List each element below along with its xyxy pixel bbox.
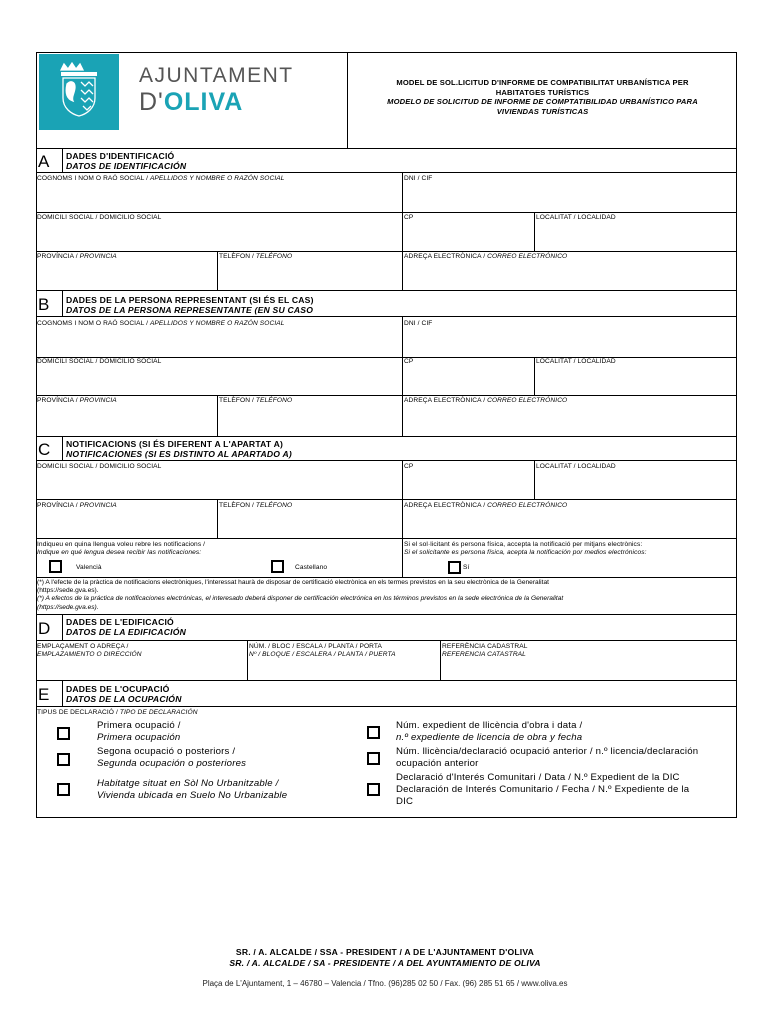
- section-a-title-ca: DADES D'IDENTIFICACIÓ: [66, 151, 175, 161]
- c-note-es-2: (https://sede.gva.es).: [37, 603, 99, 611]
- b-dni-label: DNI / CIF: [404, 320, 433, 327]
- b-row1-divider: [402, 316, 403, 357]
- section-d-letter-divider: [62, 614, 63, 640]
- logo-line2: [139, 88, 243, 116]
- section-d-title-ca: DADES DE L'EDIFICACIÓ: [66, 617, 174, 627]
- section-a-letter: A: [38, 152, 50, 171]
- section-c-title-es: NOTIFICACIONES (SI ES DISTINTO AL APARTADO A): [66, 449, 292, 459]
- form-title-ca-1: MODEL DE SOL.LICITUD D'INFORME DE COMPATIBILITAT URBANÍSTICA PER: [396, 78, 689, 87]
- a-provincia-label: [37, 253, 117, 261]
- d-ref-ca: REFERÈNCIA CADASTRAL: [442, 643, 528, 650]
- section-c-letter-divider: [62, 436, 63, 460]
- b-row3-line: [36, 436, 737, 437]
- c-telefon-es: TELÉFONO: [255, 502, 293, 509]
- section-e-letter-divider: [62, 680, 63, 706]
- opt-segona-ocupacio: [97, 746, 246, 770]
- section-c-title: [66, 439, 292, 459]
- c-elec-ca: Si el sol·licitant és persona física, accepta la notificació per mitjans electrònics:: [404, 541, 643, 548]
- b-row2-divider-1: [402, 357, 403, 395]
- d-row-line: [36, 680, 737, 681]
- c-adreca-es: CORREO ELECTRÓNICO: [487, 502, 568, 509]
- a-cognoms-es: APELLIDOS Y NOMBRE O RAZÓN SOCIAL: [149, 175, 285, 182]
- a-row1-line: [36, 212, 737, 213]
- b-adreca-label: [404, 397, 567, 405]
- b-cp-label: CP: [404, 358, 414, 365]
- c-note-line: [36, 614, 737, 615]
- d-ref-es: REFERENCIA CATASTRAL: [442, 651, 526, 658]
- a-domicili-label: DOMICILI SOCIAL / DOMICILIO SOCIAL: [37, 214, 162, 221]
- c-elec-es: Si el solicitante es persona física, acepta la notificación por medios electrónicos:: [404, 549, 647, 556]
- b-telefon-label: [219, 397, 292, 405]
- c-row2-line: [36, 538, 737, 539]
- dic-checkbox[interactable]: [367, 783, 380, 796]
- section-e-title: [66, 684, 182, 704]
- c-note-ca-1: (*) A l'efecte de la pràctica de notificacions electròniques, l'interessat haurà de disposar de certificació electrònica en els termes previstos en la seu electrònica de la Generalitat: [37, 579, 549, 586]
- b-cognoms-label: [37, 320, 285, 328]
- c-domicili-label: DOMICILI SOCIAL / DOMICILIO SOCIAL: [37, 463, 162, 470]
- opt-llicencia-anterior: [396, 746, 731, 770]
- d-empl-ca: EMPLAÇAMENT O ADREÇA /: [37, 643, 129, 650]
- c-row1-divider-1: [402, 460, 403, 499]
- a-telefon-es: TELÉFONO: [255, 253, 293, 260]
- d-row-divider-2: [440, 640, 441, 680]
- footer-contact: Plaça de L'Ajuntament, 1 – 46780 – Valencia / Tfno. (96)285 02 50 / Fax. (96) 285 51 65 / www.oliva.es: [202, 979, 568, 988]
- llicencia-anterior-checkbox[interactable]: [367, 752, 380, 765]
- form-title-es-2: VIVIENDAS TURÍSTICAS: [496, 106, 589, 116]
- opt5-line2: ocupación anterior: [396, 758, 479, 769]
- a-localitat-label: LOCALITAT / LOCALIDAD: [536, 214, 616, 221]
- section-e-title-es: DATOS DE LA OCUPACIÓN: [66, 694, 182, 704]
- section-d-title-es: DATOS DE LA EDIFICACIÓN: [66, 627, 186, 637]
- section-c-letter: C: [38, 440, 51, 459]
- c-note: [37, 579, 735, 612]
- c-row3-line: [36, 577, 737, 578]
- coat-of-arms-icon: [39, 54, 119, 130]
- c-note-ca-2: (https://sede.gva.es).: [37, 587, 99, 595]
- c-row3-divider: [402, 538, 403, 577]
- c-lang-ca: Indiqueu en quina llengua voleu rebre les notificacions /: [37, 541, 206, 548]
- e-tipus-es: TIPO DE DECLARACIÓN: [119, 709, 198, 716]
- c-adreca-ca: ADREÇA ELECTRÒNICA /: [404, 502, 488, 509]
- a-telefon-ca: TELÈFON /: [219, 253, 256, 260]
- e-tipus-label: [37, 709, 198, 717]
- si-label: Sí: [463, 564, 470, 571]
- opt3-ca: Habitatge situat en Sòl No Urbanitzable /: [97, 778, 279, 789]
- castellano-checkbox[interactable]: [271, 560, 284, 573]
- c-note-es-1: (*) A efectos de la práctica de notificaciones electrónicas, el interesado deberá disponer de certificación electrónica en los términos previstos en la sede electrónica de la Generalitat: [37, 595, 564, 603]
- si-checkbox[interactable]: [448, 561, 461, 574]
- footer-addressee: [0, 947, 770, 969]
- logo-prefix: D': [139, 88, 164, 116]
- c-row1-line: [36, 499, 737, 500]
- d-row-divider-1: [247, 640, 248, 680]
- opt1-ca: Primera ocupació /: [97, 720, 181, 731]
- section-b-title-es: DATOS DE LA PERSONA REPRESENTANTE (EN SU CASO: [66, 305, 314, 315]
- section-b-letter: B: [38, 295, 50, 314]
- logo-badge: [39, 54, 119, 130]
- c-row2-divider-2: [402, 499, 403, 538]
- form-title-ca-2: HABITATGES TURÍSTICS: [495, 87, 590, 97]
- c-cp-label: CP: [404, 463, 414, 470]
- a-row2-divider-1: [402, 212, 403, 251]
- a-adreca-ca: ADREÇA ELECTRÒNICA /: [404, 253, 488, 260]
- section-e-letter: E: [38, 685, 50, 704]
- c-telefon-ca: TELÈFON /: [219, 502, 256, 509]
- opt3-es: Vivienda ubicada en Suelo No Urbanizable: [97, 790, 288, 801]
- b-telefon-es: TELÉFONO: [255, 397, 293, 404]
- section-e-title-line: [36, 706, 737, 707]
- section-b-title: [66, 295, 314, 315]
- segona-ocupacio-checkbox[interactable]: [57, 753, 70, 766]
- b-row3-divider-1: [217, 395, 218, 436]
- c-row1-divider-2: [534, 460, 535, 499]
- b-cognoms-ca: COGNOMS I NOM O RAÓ SOCIAL /: [37, 320, 150, 327]
- a-cognoms-label: [37, 175, 285, 183]
- c-lang-es: Indique en qué lengua desea recibir las notificaciones:: [37, 549, 202, 556]
- a-cp-label: CP: [404, 214, 414, 221]
- logo-name: OLIVA: [163, 88, 244, 116]
- section-e-title-ca: DADES DE L'OCUPACIÓ: [66, 684, 170, 694]
- a-cognoms-ca: COGNOMS I NOM O RAÓ SOCIAL /: [37, 175, 150, 182]
- opt6-line1: Declaració d'Interés Comunitari / Data / N.º Expedient de la DIC: [396, 772, 680, 783]
- c-provincia-label: [37, 502, 117, 510]
- opt1-es: Primera ocupación: [97, 732, 181, 743]
- opt4-ca: Núm. expedient de llicència d'obra i data /: [396, 720, 583, 731]
- b-provincia-label: [37, 397, 117, 405]
- opt6-line2: Declaración de Interés Comunitario / Fecha / N.º Expediente de la: [396, 784, 690, 795]
- d-empl-es: EMPLAZAMIENTO O DIRECCIÓN: [37, 651, 142, 658]
- section-b-title-ca: DADES DE LA PERSONA REPRESENTANT (SI ÉS EL CAS): [66, 295, 314, 305]
- c-row2-divider-1: [217, 499, 218, 538]
- c-provincia-ca: PROVÍNCIA /: [37, 502, 80, 509]
- c-adreca-label: [404, 502, 567, 510]
- valencia-label: Valencià: [76, 564, 102, 571]
- header-divider: [347, 52, 348, 148]
- b-adreca-ca: ADREÇA ELECTRÒNICA /: [404, 397, 488, 404]
- sol-no-urbanitzable-checkbox[interactable]: [57, 783, 70, 796]
- section-d-letter: D: [38, 619, 51, 638]
- opt6-line3: DIC: [396, 796, 414, 807]
- section-d-title: [66, 617, 186, 637]
- a-adreca-label: [404, 253, 567, 261]
- header-bottom-line: [36, 148, 737, 149]
- opt-primera-ocupacio: [97, 720, 181, 744]
- a-provincia-ca: PROVÍNCIA /: [37, 253, 80, 260]
- a-adreca-es: CORREO ELECTRÓNICO: [487, 253, 568, 260]
- c-telefon-label: [219, 502, 292, 510]
- valencia-checkbox[interactable]: [49, 560, 62, 573]
- c-localitat-label: LOCALITAT / LOCALIDAD: [536, 463, 616, 470]
- b-adreca-es: CORREO ELECTRÓNICO: [487, 397, 568, 404]
- c-provincia-es: PROVINCIA: [79, 502, 117, 509]
- opt-expedient-obra: [396, 720, 582, 744]
- e-tipus-ca: TIPUS DE DECLARACIÓ /: [37, 709, 120, 716]
- footer-addressee-es: SR. / A. ALCALDE / SA - PRESIDENTE / A DEL AYUNTAMIENTO DE OLIVA: [229, 958, 541, 968]
- a-telefon-label: [219, 253, 292, 261]
- section-a-title: [66, 151, 186, 171]
- form-title-es-1: MODELO DE SOLICITUD DE INFORME DE COMPTATIBILIDAD URBANÍSTICO PARA: [387, 97, 698, 107]
- opt2-es: Segunda ocupación o posteriores: [97, 758, 247, 769]
- a-row3-line: [36, 290, 737, 291]
- section-c-title-ca: NOTIFICACIONS (SI ÉS DIFERENT A L'APARTAT A): [66, 439, 284, 449]
- b-cognoms-es: APELLIDOS Y NOMBRE O RAZÓN SOCIAL: [149, 320, 285, 327]
- b-row2-line: [36, 395, 737, 396]
- b-domicili-label: DOMICILI SOCIAL / DOMICILIO SOCIAL: [37, 358, 162, 365]
- form-title: [350, 78, 735, 116]
- footer-addressee-ca: SR. / A. ALCALDE / SSA - PRESIDENT / A DE L'AJUNTAMENT D'OLIVA: [235, 947, 535, 957]
- opt2-ca: Segona ocupació o posteriors /: [97, 746, 236, 757]
- a-dni-label: DNI / CIF: [404, 175, 433, 182]
- castellano-label: Castellano: [295, 564, 328, 571]
- opt-sol-no-urbanitzable: [97, 778, 287, 802]
- a-row2-line: [36, 251, 737, 252]
- a-row3-divider-2: [402, 251, 403, 290]
- b-localitat-label: LOCALITAT / LOCALIDAD: [536, 358, 616, 365]
- b-row2-divider-2: [534, 357, 535, 395]
- b-provincia-es: PROVINCIA: [79, 397, 117, 404]
- b-telefon-ca: TELÈFON /: [219, 397, 256, 404]
- section-a-letter-divider: [62, 148, 63, 172]
- b-provincia-ca: PROVÍNCIA /: [37, 397, 80, 404]
- expedient-obra-checkbox[interactable]: [367, 726, 380, 739]
- opt4-es: n.º expediente de licencia de obra y fecha: [396, 732, 583, 743]
- logo-line1: AJUNTAMENT: [139, 64, 294, 87]
- section-b-letter-divider: [62, 290, 63, 316]
- section-a-title-es: DATOS DE IDENTIFICACIÓN: [66, 161, 187, 171]
- primera-ocupacio-checkbox[interactable]: [57, 727, 70, 740]
- a-row2-divider-2: [534, 212, 535, 251]
- d-num-ca: NÚM. / BLOC / ESCALA / PLANTA / PORTA: [249, 643, 383, 650]
- b-row3-divider-2: [402, 395, 403, 436]
- a-row3-divider-1: [217, 251, 218, 290]
- opt5-line1: Núm. llicència/declaració ocupació anterior / n.º licencia/declaración: [396, 746, 699, 757]
- opt-dic: [396, 772, 731, 808]
- section-d-title-line: [36, 640, 737, 641]
- a-provincia-es: PROVINCIA: [79, 253, 117, 260]
- d-num-es: Nº / BLOQUE / ESCALERA / PLANTA / PUERTA: [249, 651, 396, 658]
- section-a-title-line: [36, 172, 737, 173]
- section-b-title-line: [36, 316, 737, 317]
- section-c-title-line: [36, 460, 737, 461]
- a-row1-divider: [402, 172, 403, 212]
